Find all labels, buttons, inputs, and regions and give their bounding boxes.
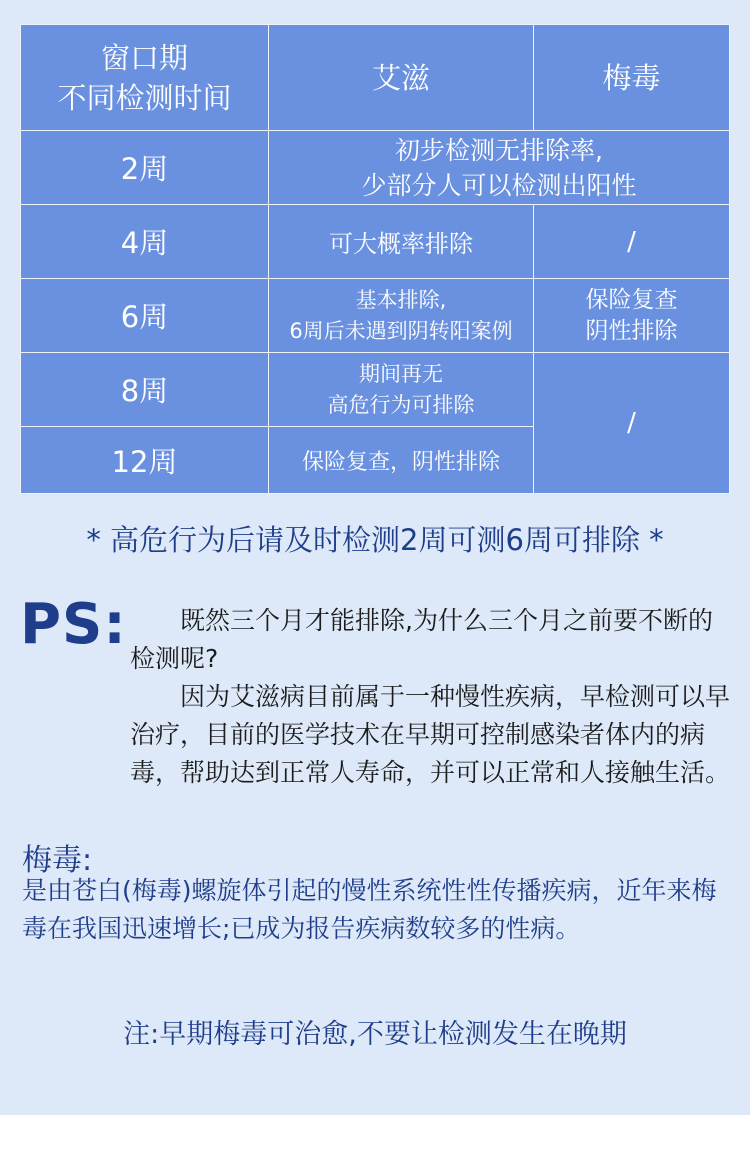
result-line: 期间再无	[359, 361, 443, 386]
header-syphilis	[534, 25, 729, 130]
result-line: 初步检测无排除率,	[395, 135, 603, 165]
syphilis-result-cell	[534, 205, 729, 278]
result-line: 保险复查	[585, 286, 678, 313]
result-line: 基本排除,	[355, 287, 447, 312]
ps-body	[130, 602, 735, 792]
header-label: 梅毒	[602, 60, 661, 95]
ps-paragraph: 既然三个月才能排除,为什么三个月之前要不断的检测呢?	[130, 606, 713, 673]
result-line: 高危行为可排除	[327, 392, 475, 417]
aids-result-cell	[269, 427, 533, 493]
aids-result-cell	[269, 205, 533, 278]
week-label: 12周	[111, 444, 178, 479]
detection-note: * 高危行为后请及时检测2周可测6周可排除 *	[86, 523, 664, 557]
result-line: 6周后未遇到阴转阳案例	[289, 318, 513, 343]
header-aids	[269, 25, 533, 130]
result-text: 可大概率排除	[329, 230, 473, 258]
week-label: 4周	[120, 226, 169, 260]
syphilis-description: 是由苍白(梅毒)螺旋体引起的慢性系统性性传播疾病，近年来梅毒在我国迅速增长;已成为报告疾病数较多的性病。	[22, 876, 717, 943]
aids-result-cell	[269, 279, 533, 352]
header-line: 不同检测时间	[57, 80, 232, 115]
ps-paragraph: 因为艾滋病目前属于一种慢性疾病，早检测可以早治疗，目前的医学技术在早期可控制感染者体内的病毒，帮助达到正常人寿命，并可以正常和人接触生活。	[130, 682, 731, 787]
result-text: 保险复查，阴性排除	[301, 449, 500, 475]
header-window-period	[21, 25, 268, 130]
week-cell	[21, 131, 268, 204]
header-line: 窗口期	[100, 40, 188, 75]
week-cell	[21, 279, 268, 352]
week-cell	[21, 353, 268, 426]
week-cell	[21, 205, 268, 278]
week-label: 8周	[120, 374, 169, 408]
merged-result-cell	[269, 131, 729, 204]
week-cell	[21, 427, 268, 493]
result-text: /	[627, 226, 636, 257]
result-line: 阴性排除	[585, 317, 678, 344]
header-label: 艾滋	[371, 60, 430, 95]
syphilis-result-cell	[534, 279, 729, 352]
ps-label: PS:	[20, 592, 127, 657]
week-label: 6周	[120, 300, 169, 334]
week-label: 2周	[120, 152, 169, 186]
aids-result-cell	[269, 353, 533, 426]
syphilis-title: 梅毒:	[22, 843, 93, 878]
result-line: 少部分人可以检测出阳性	[361, 170, 637, 200]
window-period-table	[20, 24, 730, 494]
footer-note: 注:早期梅毒可治愈,不要让检测发生在晚期	[123, 1019, 627, 1050]
syphilis-merged-cell	[534, 353, 729, 493]
result-text: /	[627, 408, 636, 438]
